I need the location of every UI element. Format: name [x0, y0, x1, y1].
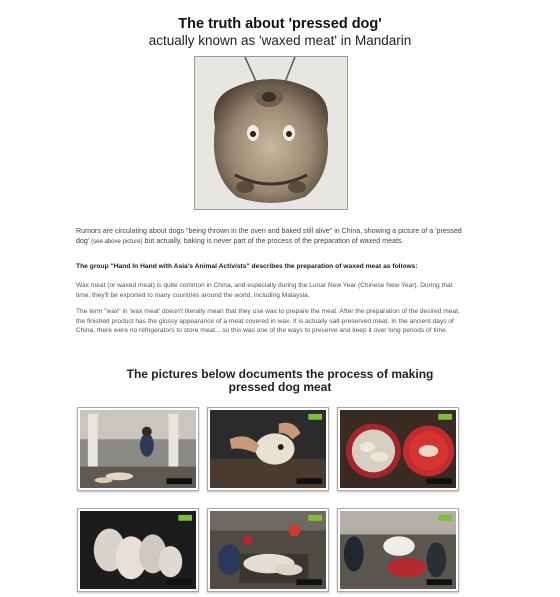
intro-paragraph: [76, 226, 468, 247]
hero-photo: [194, 56, 348, 210]
photo-1-image: [80, 410, 196, 488]
article-title: The truth about 'pressed dog': [178, 16, 382, 32]
gallery-title: [0, 368, 560, 393]
gallery-photo-2: [207, 407, 329, 491]
photo-6-image: [340, 511, 456, 589]
gallery-title-line-1: The pictures below documents the process of making: [126, 367, 434, 381]
body-paragraph-2: The term "wax" in 'wax meat' doesn't literally mean that they use wax to prepare the meat. After the preparation of the desired meat, the finished product has the glossy appearance of a meat covered in wax. It is actually salt-preserved meat. In the ancient days of China, there were no refrigerators to store meat... so this was one of the ways to preserve and keep it over long periods of time.: [76, 308, 460, 335]
gallery-photo-1: [77, 407, 199, 491]
photo-5-image: [210, 511, 326, 589]
intro-picture-note: (see above picture): [91, 239, 143, 246]
gallery-photo-6: [337, 508, 459, 592]
photo-2-image: [210, 410, 326, 488]
body-paragraph-1: Wax meat (or waxed meat) is quite common in China, and especially during the Lunar New Year (Chinese New Year). During that time, they'll be exported to many countries around the world, including Malaysia.: [76, 282, 453, 299]
lead-sentence: The group "Hand In Hand with Asia's Animal Activists" describes the preparation of waxed meat as follows:: [76, 263, 418, 270]
intro-text-b: but actually, baking is never part of the process of the preparation of waxed meats.: [142, 237, 404, 246]
article-subtitle: actually known as 'waxed meat' in Mandarin: [148, 33, 412, 48]
pressed-dog-photo: [195, 57, 347, 209]
gallery-photo-5: [207, 508, 329, 592]
photo-4-image: [80, 511, 196, 589]
gallery-title-line-2: pressed dog meat: [228, 379, 332, 394]
photo-3-image: [340, 410, 456, 488]
gallery-photo-3: [337, 407, 459, 491]
intro-text-a: Rumors are circulating about dogs "being thrown in the oven and baked still alive" in China, showing a picture of a 'pressed dog': [76, 227, 462, 246]
gallery-photo-4: [77, 508, 199, 592]
